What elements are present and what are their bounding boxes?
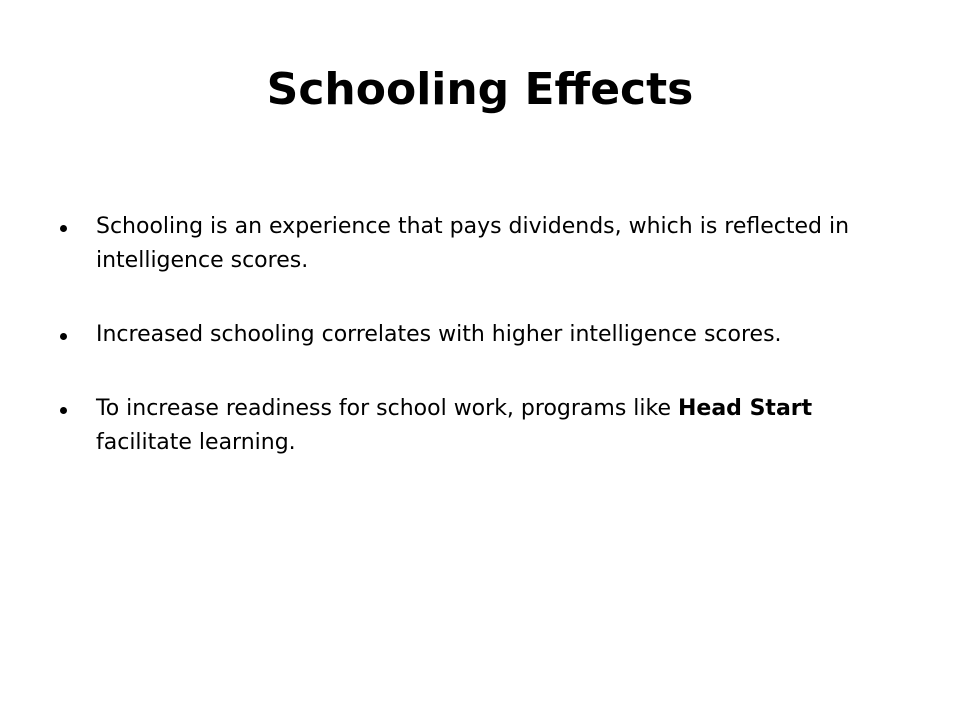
bullet-marker-icon (60, 225, 67, 232)
bullet-marker-icon (60, 333, 67, 340)
bullet-text-3-after: facilitate learning. (96, 430, 296, 455)
bullet-item-3 (96, 392, 896, 460)
bullet-list (96, 210, 896, 500)
bullet-marker-icon (60, 407, 67, 414)
bullet-item-1 (96, 210, 896, 278)
bullet-item-2 (96, 318, 896, 352)
slide-title: Schooling Effects (266, 64, 694, 115)
bullet-text-3-bold: Head Start (678, 396, 813, 421)
bullet-text-1: Schooling is an experience that pays dividends, which is reflected in intelligence scores. (96, 214, 850, 273)
bullet-text-2: Increased schooling correlates with higher intelligence scores. (96, 322, 782, 347)
bullet-text-3-before: To increase readiness for school work, programs like (96, 396, 678, 421)
